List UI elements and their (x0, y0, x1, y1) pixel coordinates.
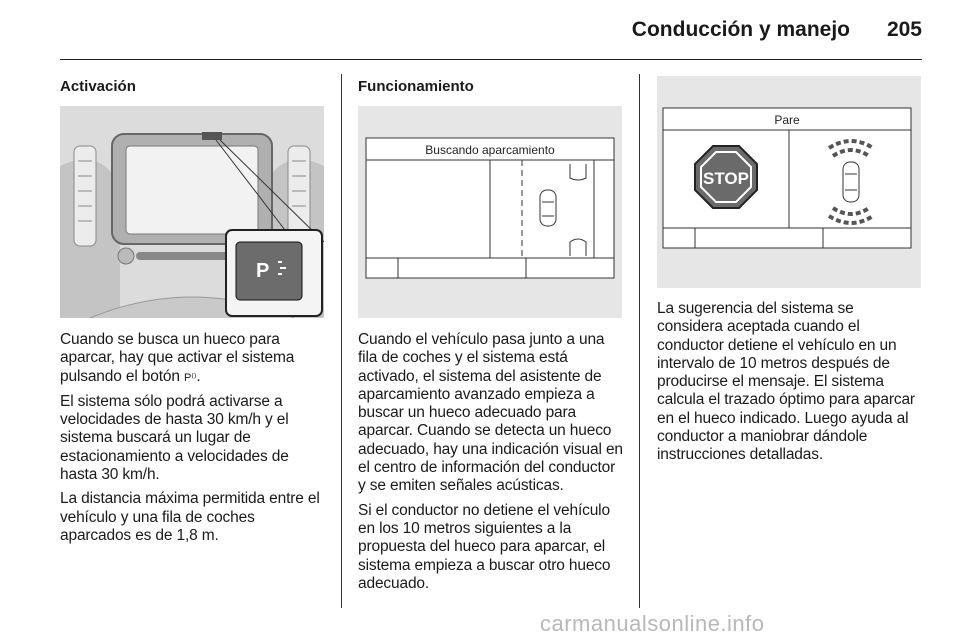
paragraph: Cuando se busca un hueco para aparcar, hay que activar el sistema pulsando el botón P⁽⁾. (60, 331, 295, 385)
paragraph: Si el conductor no detiene el vehículo en los 10 metros siguientes a la propuesta del hueco para aparcar, el sistema empieza a buscar otro hueco adecuado. (358, 501, 611, 592)
section-heading-activation: Activación (60, 78, 136, 95)
watermark: carmanualsonline.info (540, 611, 765, 636)
stop-text (657, 300, 923, 465)
parking-button-glyph-icon: P⁽⁾ (184, 371, 197, 384)
display-stop-illustration (657, 76, 921, 288)
dashboard-illustration (60, 106, 324, 318)
stop-sign-text: STOP (703, 169, 749, 188)
column-activation (60, 74, 326, 551)
paragraph: La sugerencia del sistema se considera aceptada cuando el conductor detiene el vehículo en un intervalo de 10 metros después de producirse el mensaje. El sistema calcula el trazado óptimo para aparcar en el hueco indicado. Luego ayuda al conductor a maniobrar dándole instrucciones detalladas. (657, 300, 915, 464)
display-searching-illustration (358, 106, 622, 318)
display-title: Pare (774, 113, 800, 127)
display-title: Buscando aparcamiento (425, 143, 555, 157)
column-divider-1 (341, 74, 342, 608)
page-number: 205 (886, 18, 922, 41)
section-heading-operation: Funcionamiento (358, 78, 474, 95)
header-title: Conducción y manejo (631, 18, 850, 41)
column-divider-2 (639, 74, 640, 608)
stop-sign-icon (695, 146, 757, 208)
column-stop (657, 74, 923, 471)
paragraph: La distancia máxima permitida entre el vehículo y una fila de coches aparcados es de 1,8 m. (60, 490, 320, 544)
operation-text (358, 331, 624, 593)
paragraph: El sistema sólo podrá activarse a velocidades de hasta 30 km/h y el sistema buscará un lugar de estacionamiento a velocidades de hasta 30 km/h. (60, 392, 289, 484)
parking-button-label: P (256, 260, 270, 282)
paragraph: Cuando el vehículo pasa junto a una fila de coches y el sistema está activado, el sistema del asistente de aparcamiento avanzado empieza a buscar un hueco adecuado para aparcar. Cuando se detecta un hueco adecuado, hay una indicación visual en el centro de información del conductor y se emiten señales acústicas. (358, 331, 623, 495)
column-operation (358, 74, 624, 599)
activation-text (60, 331, 326, 545)
header-rule (60, 59, 922, 60)
